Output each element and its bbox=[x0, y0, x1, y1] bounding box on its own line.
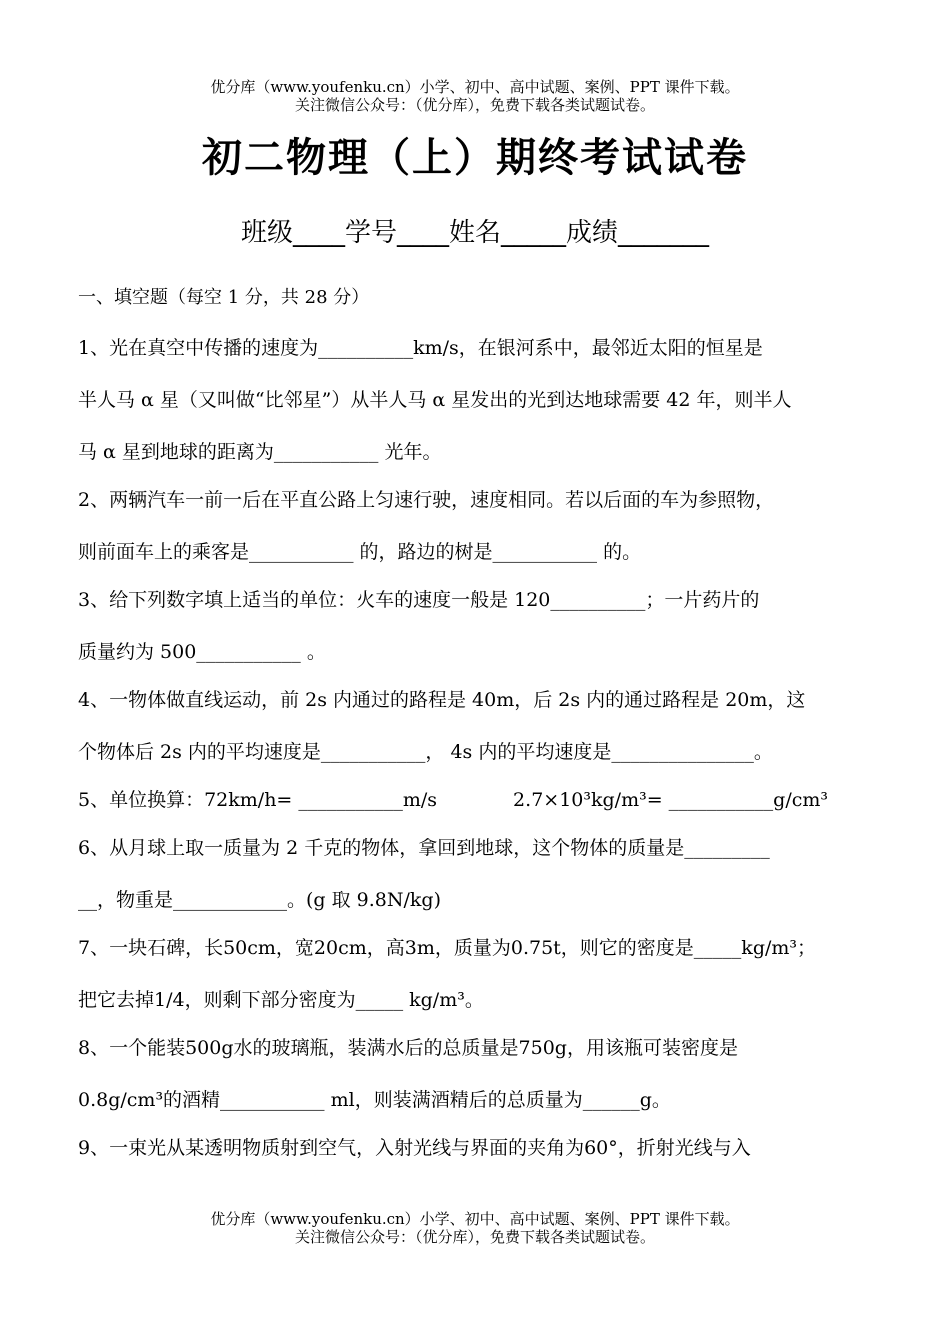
question-line: 9、一束光从某透明物质射到空气，入射光线与界面的夹角为60°，折射光线与入 bbox=[78, 1137, 751, 1159]
footer-line-2: 关注微信公众号：（优分库），免费下载各类试题试卷。 bbox=[294, 1228, 655, 1246]
question-line: 8、一个能装500g水的玻璃瓶，装满水后的总质量是750g，用该瓶可装密度是 bbox=[78, 1037, 738, 1059]
question-line: 2、两辆汽车一前一后在平直公路上匀速行驶，速度相同。若以后面的车为参照物， bbox=[78, 489, 775, 511]
question-line: 4、一物体做直线运动，前 2s 内通过的路程是 40m，后 2s 内的通过路程是 20m，这 bbox=[78, 689, 806, 711]
question-line: __，物重是____________。(g 取 9.8N/kg) bbox=[78, 889, 441, 911]
question-line: 半人马 α 星（又叫做“比邻星”）从半人马 α 星发出的光到达地球需要 42 年，则半人 bbox=[78, 389, 792, 411]
question-line: 6、从月球上取一质量为 2 千克的物体，拿回到地球，这个物体的质量是_________ bbox=[78, 837, 770, 859]
question-line: 1、光在真空中传播的速度为__________km/s，在银河系中，最邻近太阳的恒星是 bbox=[78, 337, 763, 359]
question-line: 马 α 星到地球的距离为___________ 光年。 bbox=[78, 441, 442, 463]
footer-line-1: 优分库（www.youfenku.cn）小学、初中、高中试题、案例、PPT 课件下载。 bbox=[210, 1210, 740, 1228]
header-line-2: 关注微信公众号：（优分库），免费下载各类试题试卷。 bbox=[294, 96, 655, 114]
student-info-line: 班级____学号____姓名_____成绩_______ bbox=[240, 218, 709, 248]
question-line: 把它去掉1/4，则剩下部分密度为_____ kg/m³。 bbox=[78, 989, 484, 1011]
question-line: 7、一块石碑，长50cm，宽20cm，高3m，质量为0.75t，则它的密度是_____kg/m³； bbox=[78, 937, 817, 959]
exam-title: 初二物理（上）期终考试试卷 bbox=[202, 134, 748, 181]
page-header bbox=[0, 78, 950, 114]
question-line: 则前面车上的乘客是___________ 的，路边的树是___________ 的。 bbox=[78, 541, 642, 563]
question-line: 个物体后 2s 内的平均速度是___________， 4s 内的平均速度是_______________。 bbox=[78, 741, 773, 763]
question-line: 5、单位换算：72km/h= ___________m/s 2.7×10³kg/m³= ___________g/cm³ bbox=[78, 789, 828, 811]
header-line-1: 优分库（www.youfenku.cn）小学、初中、高中试题、案例、PPT 课件下载。 bbox=[210, 78, 740, 96]
question-line: 质量约为 500___________ 。 bbox=[78, 641, 326, 663]
question-line: 0.8g/cm³的酒精___________ ml，则装满酒精后的总质量为______g。 bbox=[78, 1089, 671, 1111]
section-heading: 一、填空题（每空 1 分，共 28 分） bbox=[78, 287, 370, 308]
question-line: 3、给下列数字填上适当的单位：火车的速度一般是 120__________；一片药片的 bbox=[78, 589, 760, 611]
page-footer bbox=[0, 1210, 950, 1246]
